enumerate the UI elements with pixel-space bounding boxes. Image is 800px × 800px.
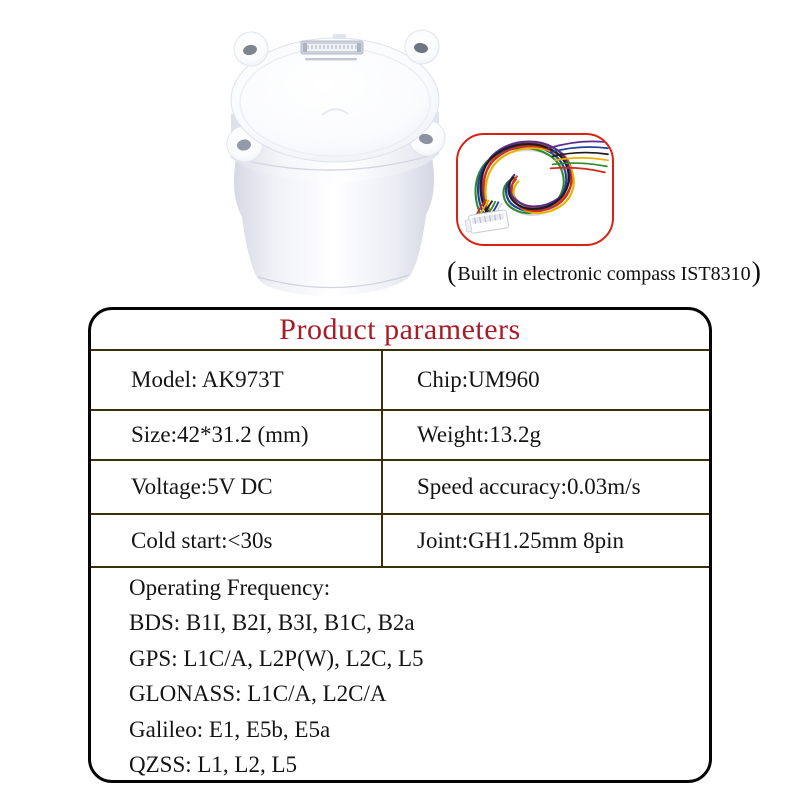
connector-slot [301,34,363,54]
param-size: Size:42*31.2 (mm) [131,422,309,447]
frequency-line: Galileo: E1, E5b, E5a [129,716,331,742]
param-cold-start: Cold start:<30s [131,527,273,553]
frequency-line: GLONASS: L1C/A, L2C/A [129,681,387,707]
param-model: Model: AK973T [131,367,284,392]
param-chip: Chip:UM960 [381,351,709,409]
cable-photo [458,135,612,244]
caption-open-paren: ( [447,257,457,288]
param-joint: Joint:GH1.25mm 8pin [381,515,709,566]
table-row [91,411,709,461]
param-voltage: Voltage:5V DC [131,474,273,499]
compass-caption [424,256,784,292]
table-title: Product parameters [91,310,709,351]
label-text-line [305,58,357,60]
parameters-table [88,307,712,783]
param-speed-accuracy: Speed accuracy:0.03m/s [381,461,709,513]
caption-text: Built in electronic compass IST8310 [457,262,751,285]
cable-inset [456,133,614,246]
table-row [91,351,709,411]
table-row [91,461,709,515]
frequency-line: BDS: B1I, B2I, B3I, B1C, B2a [129,610,415,636]
frequency-line: QZSS: L1, L2, L5 [129,752,298,778]
frequency-section [91,568,709,782]
table-row [91,515,709,568]
frequency-line: Operating Frequency: [129,575,331,600]
frequency-line: GPS: L1C/A, L2P(W), L2C, L5 [129,645,424,671]
param-weight: Weight:13.2g [381,411,709,459]
caption-close-paren: ) [751,257,761,288]
